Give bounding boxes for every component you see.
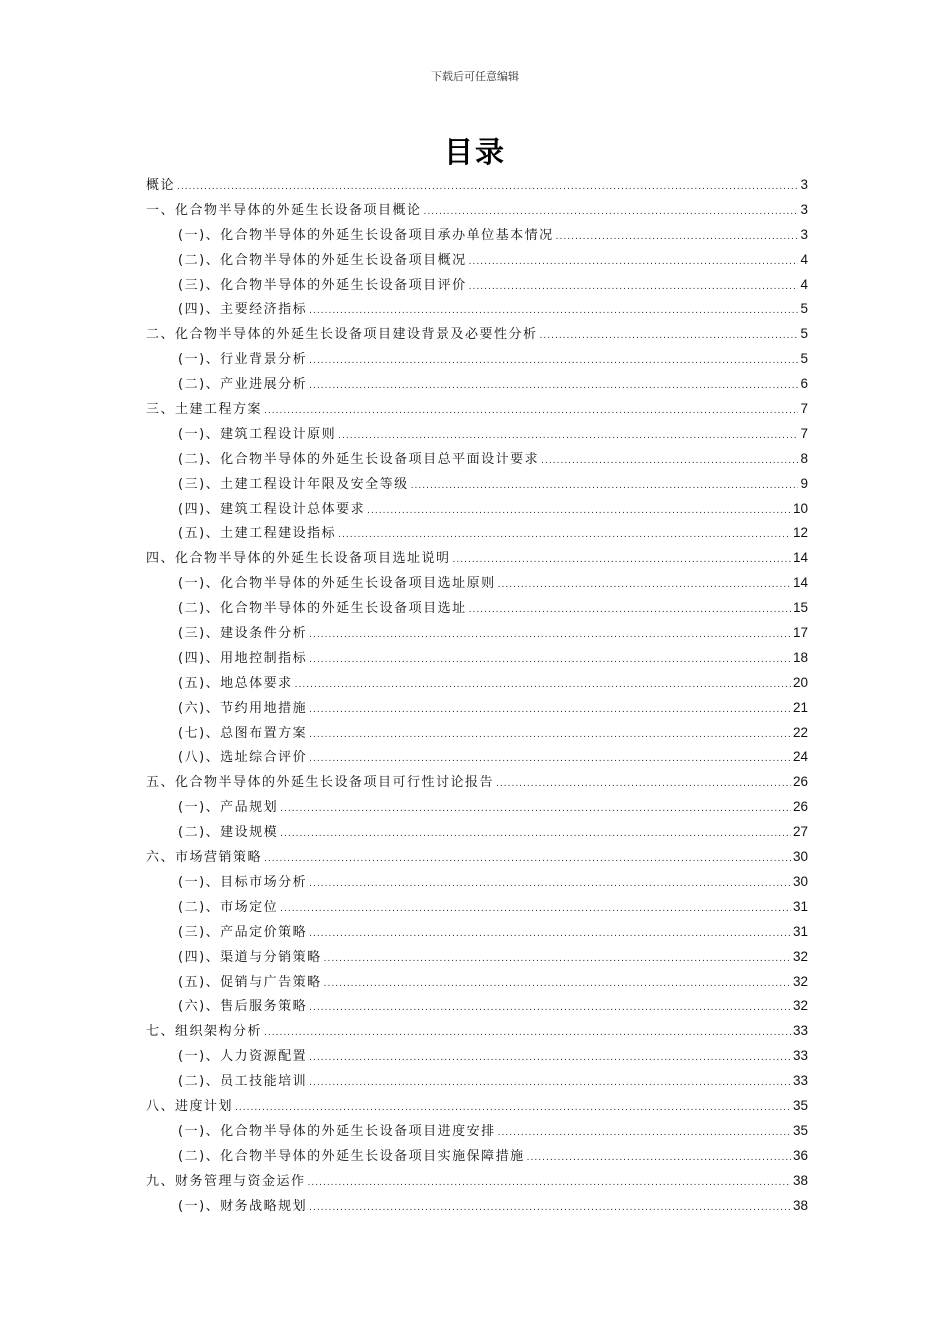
- toc-entry[interactable]: [146, 373, 808, 398]
- toc-entry[interactable]: [146, 224, 808, 249]
- toc-leader-dots: [324, 979, 791, 989]
- toc-leader-dots: [324, 954, 791, 964]
- toc-entry[interactable]: [146, 971, 808, 996]
- toc-entry[interactable]: [146, 946, 808, 971]
- toc-entry-text: 二、化合物半导体的外延生长设备项目建设背景及必要性分析: [146, 327, 538, 343]
- toc-entry-text: (四)、建筑工程设计总体要求: [178, 501, 366, 517]
- toc-entry[interactable]: [146, 274, 808, 299]
- toc-entry[interactable]: [146, 796, 808, 821]
- toc-entry[interactable]: [146, 398, 808, 423]
- toc-entry-text: (八)、选址综合评价: [178, 750, 308, 766]
- toc-entry[interactable]: [146, 622, 808, 647]
- toc-entry-text: (五)、地总体要求: [178, 675, 293, 691]
- header-note: 下载后可任意编辑: [431, 70, 519, 83]
- toc-entry-text: (四)、主要经济指标: [178, 302, 308, 318]
- toc-entry-page: 7: [800, 401, 808, 417]
- toc-leader-dots: [309, 1003, 791, 1013]
- toc-entry[interactable]: [146, 249, 808, 274]
- toc-entry[interactable]: [146, 1045, 808, 1070]
- toc-entry[interactable]: [146, 498, 808, 523]
- toc-leader-dots: [235, 1103, 791, 1113]
- toc-entry[interactable]: [146, 1195, 808, 1220]
- toc-entry-text: (一)、产品规划: [178, 800, 279, 816]
- toc-entry[interactable]: [146, 298, 808, 323]
- toc-leader-dots: [309, 754, 791, 764]
- toc-leader-dots: [498, 1128, 791, 1138]
- toc-entry[interactable]: [146, 522, 808, 547]
- toc-entry-page: 17: [792, 625, 808, 641]
- toc-entry-page: 33: [792, 1023, 808, 1039]
- toc-entry-page: 26: [792, 774, 808, 790]
- toc-entry-page: 3: [800, 201, 808, 217]
- toc-leader-dots: [556, 232, 799, 242]
- toc-leader-dots: [264, 406, 798, 416]
- toc-entry[interactable]: [146, 348, 808, 373]
- toc-entry[interactable]: [146, 473, 808, 498]
- toc-entry[interactable]: [146, 323, 808, 348]
- toc-leader-dots: [496, 779, 791, 789]
- toc-entry-text: (五)、促销与广告策略: [178, 974, 322, 990]
- toc-leader-dots: [338, 431, 798, 441]
- toc-entry-page: 10: [792, 500, 808, 516]
- toc-entry-text: (五)、土建工程建设指标: [178, 526, 337, 542]
- toc-leader-dots: [309, 356, 798, 366]
- toc-leader-dots: [309, 381, 798, 391]
- toc-leader-dots: [280, 804, 791, 814]
- toc-entry-text: (六)、售后服务策略: [178, 999, 308, 1015]
- toc-entry[interactable]: [146, 647, 808, 672]
- toc-leader-dots: [309, 655, 791, 665]
- toc-entry-page: 26: [792, 799, 808, 815]
- toc-entry-text: (二)、化合物半导体的外延生长设备项目实施保障措施: [178, 1148, 525, 1164]
- toc-entry-page: 35: [792, 1097, 808, 1113]
- toc-entry-page: 15: [792, 600, 808, 616]
- toc-entry-page: 38: [792, 1197, 808, 1213]
- toc-entry-page: 33: [792, 1073, 808, 1089]
- toc-entry[interactable]: [146, 1020, 808, 1045]
- toc-leader-dots: [469, 257, 799, 267]
- toc-entry-page: 35: [792, 1122, 808, 1138]
- toc-entry-text: (一)、财务战略规划: [178, 1198, 308, 1214]
- toc-entry-page: 20: [792, 674, 808, 690]
- toc-entry[interactable]: [146, 199, 808, 224]
- toc-entry-page: 3: [800, 226, 808, 242]
- toc-entry-text: (一)、化合物半导体的外延生长设备项目承办单位基本情况: [178, 227, 554, 243]
- toc-entry-page: 5: [800, 351, 808, 367]
- toc-leader-dots: [540, 331, 799, 341]
- toc-entry-text: 概论: [146, 178, 176, 193]
- toc-entry-text: (二)、化合物半导体的外延生长设备项目总平面设计要求: [178, 451, 540, 467]
- toc-entry-text: (二)、产业进展分析: [178, 377, 308, 393]
- toc-leader-dots: [309, 306, 798, 316]
- toc-entry-page: 31: [792, 923, 808, 939]
- toc-entry-page: 31: [792, 898, 808, 914]
- toc-entry[interactable]: [146, 746, 808, 771]
- toc-entry-text: 三、土建工程方案: [146, 402, 263, 418]
- toc-entry-text: (一)、行业背景分析: [178, 352, 308, 368]
- toc-leader-dots: [309, 705, 791, 715]
- toc-entry[interactable]: [146, 572, 808, 597]
- toc-leader-dots: [527, 1153, 791, 1163]
- toc-leader-dots: [411, 481, 799, 491]
- toc-entry[interactable]: [146, 1145, 808, 1170]
- toc-entry[interactable]: [146, 672, 808, 697]
- toc-entry-page: 4: [800, 251, 808, 267]
- toc-leader-dots: [309, 929, 791, 939]
- toc-entry-text: (一)、目标市场分析: [178, 874, 308, 890]
- toc-entry-page: 30: [792, 873, 808, 889]
- toc-leader-dots: [469, 282, 799, 292]
- toc-title: 目录: [443, 135, 506, 169]
- toc-entry-page: 38: [792, 1172, 808, 1188]
- toc-entry-page: 21: [792, 699, 808, 715]
- toc-entry-text: 一、化合物半导体的外延生长设备项目概论: [146, 202, 422, 218]
- toc-leader-dots: [264, 1028, 791, 1038]
- toc-entry-page: 5: [800, 301, 808, 317]
- toc-leader-dots: [309, 630, 791, 640]
- toc-leader-dots: [280, 904, 791, 914]
- toc-entry[interactable]: [146, 597, 808, 622]
- toc-leader-dots: [309, 879, 791, 889]
- toc-entry-text: (二)、化合物半导体的外延生长设备项目概况: [178, 252, 467, 268]
- toc-entry-page: 22: [792, 724, 808, 740]
- toc-entry-page: 32: [792, 948, 808, 964]
- toc-entry-page: 14: [792, 550, 808, 566]
- toc-entry[interactable]: [146, 1095, 808, 1120]
- toc-entry[interactable]: [146, 921, 808, 946]
- toc-entry-text: (三)、土建工程设计年限及安全等级: [178, 476, 409, 492]
- toc-entry[interactable]: [146, 1070, 808, 1095]
- toc-entry-page: 30: [792, 849, 808, 865]
- toc-entry[interactable]: [146, 697, 808, 722]
- toc-entry-text: (二)、员工技能培训: [178, 1074, 308, 1090]
- toc-entry-text: (七)、总图布置方案: [178, 725, 308, 741]
- toc-leader-dots: [309, 1203, 791, 1213]
- toc-entry-page: 4: [800, 276, 808, 292]
- toc-leader-dots: [177, 182, 798, 192]
- toc-entry-text: (一)、人力资源配置: [178, 1049, 308, 1065]
- toc-entry[interactable]: [146, 896, 808, 921]
- toc-entry-text: 八、进度计划: [146, 1098, 234, 1114]
- toc-entry-text: (三)、产品定价策略: [178, 924, 308, 940]
- toc-entry-text: (二)、化合物半导体的外延生长设备项目选址: [178, 601, 467, 617]
- toc-leader-dots: [469, 605, 791, 615]
- toc-entry[interactable]: [146, 995, 808, 1020]
- toc-entry-text: (一)、建筑工程设计原则: [178, 426, 337, 442]
- toc-entry-text: 九、财务管理与资金运作: [146, 1173, 306, 1189]
- toc-entry[interactable]: [146, 722, 808, 747]
- toc-entry[interactable]: [146, 1120, 808, 1145]
- toc-entry-text: 七、组织架构分析: [146, 1024, 263, 1040]
- toc-entry-page: 33: [792, 1048, 808, 1064]
- toc-entry-text: (一)、化合物半导体的外延生长设备项目进度安排: [178, 1123, 496, 1139]
- toc-leader-dots: [541, 456, 798, 466]
- toc-entry-page: 14: [792, 575, 808, 591]
- toc-entry[interactable]: [146, 448, 808, 473]
- toc-entry-page: 18: [792, 649, 808, 665]
- toc-entry-page: 32: [792, 998, 808, 1014]
- toc-entry-text: (四)、渠道与分销策略: [178, 949, 322, 965]
- toc-leader-dots: [309, 730, 791, 740]
- toc-entry-text: 五、化合物半导体的外延生长设备项目可行性讨论报告: [146, 775, 495, 791]
- toc-entry-page: 32: [792, 973, 808, 989]
- toc-entry-text: (三)、化合物半导体的外延生长设备项目评价: [178, 277, 467, 293]
- toc-leader-dots: [295, 680, 791, 690]
- toc-entry-page: 3: [800, 177, 808, 192]
- toc-entry-page: 24: [792, 749, 808, 765]
- toc-entry-page: 12: [792, 525, 808, 541]
- toc-entry[interactable]: [146, 771, 808, 796]
- toc-entry-page: 27: [792, 824, 808, 840]
- toc-leader-dots: [367, 506, 791, 516]
- toc-entry[interactable]: [146, 871, 808, 896]
- toc-entry[interactable]: [146, 423, 808, 448]
- toc-entry-text: (一)、化合物半导体的外延生长设备项目选址原则: [178, 576, 496, 592]
- toc-entry[interactable]: [146, 821, 808, 846]
- toc-entry[interactable]: [146, 547, 808, 572]
- toc-entry-page: 9: [800, 475, 808, 491]
- toc-leader-dots: [453, 555, 791, 565]
- toc-entry-page: 8: [800, 450, 808, 466]
- toc-entry-text: (三)、建设条件分析: [178, 626, 308, 642]
- toc-entry-text: (二)、建设规模: [178, 825, 279, 841]
- toc-entry-text: (六)、节约用地措施: [178, 700, 308, 716]
- toc-entry-page: 36: [792, 1147, 808, 1163]
- toc-leader-dots: [338, 530, 791, 540]
- toc-leader-dots: [280, 829, 791, 839]
- toc-entry-text: (二)、市场定位: [178, 899, 279, 915]
- toc-entry[interactable]: [146, 1170, 808, 1195]
- toc-entry-page: 7: [800, 425, 808, 441]
- toc-entry-text: 四、化合物半导体的外延生长设备项目选址说明: [146, 551, 451, 567]
- toc-entry-page: 5: [800, 326, 808, 342]
- toc-entry[interactable]: [146, 174, 808, 199]
- toc-entry-text: 六、市场营销策略: [146, 850, 263, 866]
- toc-leader-dots: [309, 1053, 791, 1063]
- toc-leader-dots: [308, 1178, 791, 1188]
- table-of-contents: [146, 174, 808, 1219]
- toc-leader-dots: [424, 207, 799, 217]
- toc-entry-text: (四)、用地控制指标: [178, 650, 308, 666]
- toc-entry-page: 6: [800, 376, 808, 392]
- toc-leader-dots: [309, 1078, 791, 1088]
- toc-entry[interactable]: [146, 846, 808, 871]
- toc-leader-dots: [264, 854, 791, 864]
- toc-leader-dots: [498, 580, 791, 590]
